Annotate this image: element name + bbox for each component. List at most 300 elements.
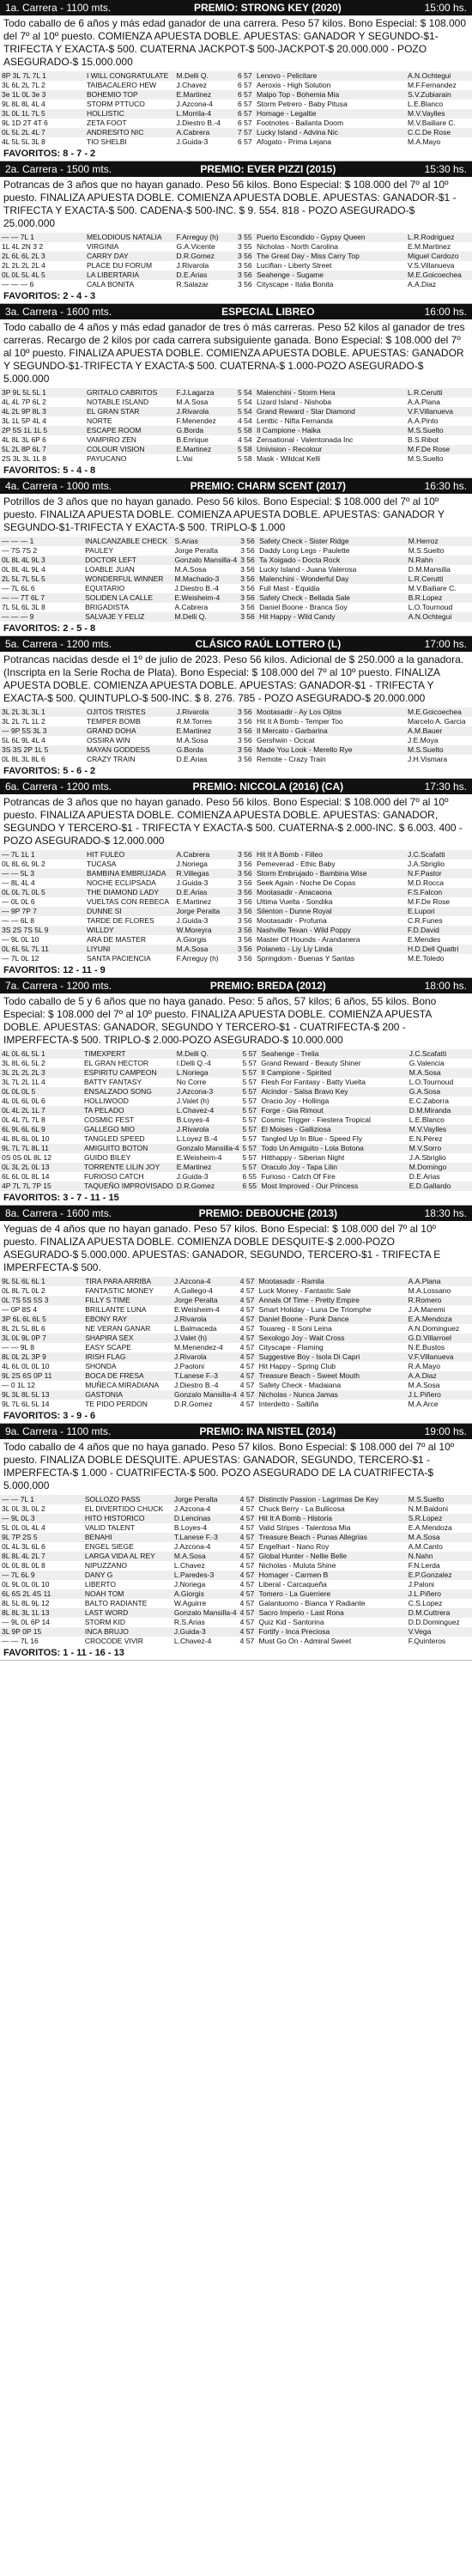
age-weight: 3 56 [239,593,257,603]
trainer: M.V.Sorro [408,1144,472,1153]
jockey: F.Arreguy (h) [176,954,219,963]
pedigree: Smart Holiday - Luna De Triomphe [258,1305,372,1314]
pedigree: Mootasadir - Profuma [257,916,327,925]
age-weight: 3 56 [239,574,257,584]
entry-form: — — — 1 [0,537,83,546]
horse-name: STORM KID [84,1618,125,1626]
age-weight: 4 54 [238,416,252,425]
age-weight: 3 56 [239,612,257,622]
horse-name: ARA DE MASTER [87,935,146,944]
trainer: M.A.Sosa [407,1533,472,1542]
entries-table [0,1049,472,1191]
entry-form: 9L 3L 8L 5L 13 [0,1390,83,1400]
age-weight: 5 57 [240,1125,259,1134]
entry-row [0,137,472,147]
race-conditions: Yeguas de 4 años que no hayan ganado. Peso 57 kilos. Bono Especial: $ 108.000 del 7º al 10º puesto. FINALIZA APUESTA DOBLE. COMIENZA DOBLE DESQUITE-$ 2.000-POZO ASEGURADO-$ 5.000.000. APUESTAS: GANADOR, SEGUNDO, TERCERO-$1 - TRIFECTA E IMPERFECTA-$ 500. [3,1223,441,1273]
age-weight: 3 56 [236,869,255,878]
entry-form: 3L 9P 0P 15 [0,1627,83,1637]
age-weight: 5 57 [240,1049,259,1059]
age-weight: 3 56 [238,261,252,270]
race-header [0,478,472,494]
pedigree: Storm Petrero - Baby Pitusa [257,100,348,108]
horse-name: VAMPIRO ZEN [87,435,136,444]
pedigree: Cityscape - Italia Bonita [257,280,334,289]
trainer: M.Herroz [407,537,472,546]
entry-form: — 7L 6L 6 [2,584,35,592]
jockey: B.Enrique [176,435,209,444]
horse-name: CALA BONITA [87,280,135,289]
age-weight: 5 57 [242,1097,257,1105]
trainer: M.F.De Rose [408,897,451,906]
entry-row [0,90,472,100]
horse-name: ENGEL SIEGE [84,1542,134,1551]
horse-name: AMIGUITO BOTON [82,1144,175,1153]
entry-row [0,1589,472,1599]
age-weight: 4 57 [239,1305,255,1314]
jockey: J.Valet (h) [176,1097,209,1105]
trainer: Marcelo A. Garcia [408,717,466,726]
age-weight: 7 57 [236,128,255,137]
trainer: A.N.Dominguez [408,1324,460,1333]
entry-form: 6L 9L 6L 6L 9 [0,1125,82,1134]
pedigree: Hit Happy - Spring Club [258,1362,336,1370]
entry-row [0,1495,472,1504]
pedigree: Lucky Island - Advina Nic [255,128,406,137]
jockey: J.Guida-3 [176,1172,209,1181]
trainer: J.L.Piñero [407,1390,472,1400]
entry-row [0,435,472,445]
entry-form: 0L 0L 0L 5 [0,1087,82,1097]
entries-table [0,1495,472,1646]
entry-row [0,1608,472,1618]
horse-name: DANY G [83,1571,172,1580]
race-prize: PREMIO: EVER PIZZI (2015) [200,163,336,175]
race-section [0,779,472,978]
race-prize: PREMIO: STRONG KEY (2020) [193,2,342,14]
pedigree: Cityscape - Flaming [258,1343,324,1352]
trainer: M.A.Mayo [408,137,441,146]
entry-form: 0L 6L 5L 7L 11 [0,945,85,954]
horse-name: EASY SCAPE [85,1343,131,1352]
horse-name: BOHEMIO TOP [85,90,175,100]
jockey: J.Diestro B.-4 [173,1381,219,1389]
horse-name: BOCA DE FRESA [83,1371,172,1381]
entry-form: 3P 6L 6L 6L 5 [0,1315,83,1324]
jockey: J.Rivarola [175,708,237,717]
trainer: V.F.Villanueva [407,1352,472,1362]
age-weight: 4 57 [239,1571,257,1580]
trainer: V.S.Villanueva [408,261,455,270]
pedigree: Malpo Top - Bohemia Mia [255,90,406,100]
trainer: C.C.De Rose [406,128,472,137]
jockey: A.Giorgis [172,1589,239,1599]
entry-form: — 7S 7S 2 [2,546,38,555]
jockey: S.Arias [172,537,239,546]
race-conditions: Todo caballo de 4 años y más edad ganador de tres ó más carreras. Peso 52 kilos al ganador de tres carreras. Recargo de 2 kilos por cada carrera subsiguiente ganada. Bono Especial: $ 108.000 del 7º al 10º puesto. FINALIZA APUESTA DOBLE. COMIENZA APUESTA DOBLE. APUESTAS: GANADOR Y SEGUNDO-$1-TRIFECTA Y EXACTA-$ 500. CUATERNA-$ 1.000-POZO ASEGURADO-$ 5.000.000 [3,321,465,385]
trainer: M.S.Suelto [406,426,472,435]
entry-row [0,445,472,454]
entry-row [0,280,472,289]
jockey: Jorge Peralta [175,907,237,916]
age-weight: 6 57 [236,109,255,118]
entry-row [0,1106,472,1115]
pedigree: Valid Stripes - Talentosa Mia [258,1523,351,1532]
age-weight: 6 57 [236,71,255,81]
jockey: J.Rivarola [175,1125,241,1134]
entry-row [0,1571,472,1580]
age-weight: 4 57 [239,1599,255,1607]
jockey: J.Diestro B.-4 [176,118,221,127]
entry-row [0,1580,472,1589]
age-weight: 5 54 [236,388,255,398]
entry-form: 3L 0L 1L 7L 5 [0,109,85,118]
entry-row [0,1599,472,1608]
entry-form: 0L 8L 7L 0L 2 [2,1286,45,1295]
jockey: D.R.Gomez [173,1400,213,1408]
race-conditions: Potrancas de 3 años que no hayan ganado. Peso 56 kilos. Bono Especial: $ 108.000 del 7º al 10º puesto. FINALIZA APUESTA DOBLE. COMIENZA APUESTA DOBLE. APUESTAS: GANADOR-$1 - TRIFECTA Y EXACTA-$ 500. CADENA-$ 500-INC. $ 9. 554. 818 - POZO ASEGURADO-$ 25.000.000 [3,179,457,229]
trainer: M.D.Rocca [408,878,445,887]
pedigree: Touareg - Il Soni Leina [258,1324,332,1333]
age-weight: 5 57 [240,1163,259,1172]
entry-form: 0L 8L 4L 9L 4 [2,565,45,574]
trainer: L.O.Tournoud [408,603,453,611]
entry-form: 0L 4L 7L 7L 8 [2,1115,45,1124]
trainer: M.F.Fernandez [408,81,457,89]
horse-name: ESPIRITU CAMPEON [82,1068,175,1078]
race-section [0,0,472,161]
horse-name: INALCANZABLE CHECK [83,537,172,546]
entry-form: 3L 7L 2L 1L 4 [2,1078,45,1086]
entry-form: — — — 9 [0,612,83,622]
entry-form: — — 7L 1 [0,1495,83,1504]
entry-row [0,1144,472,1153]
race-time: 15:30 hs. [424,163,467,175]
jockey: M.Delli Q. [175,71,237,81]
age-weight: 3 56 [236,907,255,916]
horse-name: VALID TALENT [84,1523,135,1532]
entry-row [0,869,472,878]
entry-row [0,1115,472,1125]
horse-name: VUELTAS CON REBECA [87,897,170,906]
horse-name: LIYUNI [85,945,175,954]
entry-row [0,252,472,261]
pedigree: Zensational - Valentonada Inc [257,435,354,444]
entry-form: — — — 6 [2,280,34,289]
entry-form: — 9L 0L 10 [2,935,39,944]
age-weight: 3 56 [240,584,255,592]
race-header [0,978,472,993]
entry-row [0,1561,472,1571]
race-prize: PREMIO: INA NISTEL (2014) [199,1425,336,1437]
age-weight: 3 56 [238,717,252,726]
pedigree: Master Of Hounds - Arandanera [257,935,360,944]
entry-form: 2L 5L 7L 5L 5 [0,574,83,584]
age-weight: 4 57 [239,1381,255,1389]
jockey: J.Rivarola [176,261,209,270]
trainer: D.M.Miranda [408,1106,472,1115]
trainer: C.R.Funes [408,916,443,925]
entry-form: 2L 6L 6L 2L 3 [0,252,85,261]
jockey: F.Menendez [176,416,216,425]
entry-row [0,1343,472,1352]
trainer: M.A.Sosa [408,1381,440,1389]
jockey: Gonzalo Mansilla-4 [173,1390,237,1399]
horse-name: HITO HISTORICO [83,1514,172,1523]
jockey: J.Azcona-3 [175,1087,241,1097]
pedigree: Nicholas - Nunca Jamas [257,1390,407,1400]
entry-form: 8L 8L 3L 1L 13 [0,1608,83,1618]
age-weight: 3 55 [238,242,252,251]
horse-name: CROCODE VIVIR [84,1637,143,1645]
horse-name: SALVAJE Y FELIZ [83,612,172,622]
entry-row [0,1078,472,1087]
pedigree: Seahenge - Trelia [259,1049,407,1059]
entry-form: 8L 8L 4L 2L 7 [0,1552,83,1561]
pedigree: Lucky Island - Juana Valerosa [259,565,357,574]
race-section [0,478,472,636]
race-header [0,0,472,15]
entry-form: 8L 0L 2L 3P 9 [0,1352,83,1362]
jockey: L.Loyez B.-4 [176,1134,218,1143]
entry-form: 9L 7L 6L 5L 14 [2,1400,50,1408]
pedigree: Pemeverad - Ethic Baby [257,860,336,868]
entry-row [0,1400,472,1409]
pedigree: Mootasadir - Ramila [257,1277,407,1286]
entry-row [0,1153,472,1163]
pedigree: Il Mercato - Garbarina [255,726,406,736]
horse-name: ENSALZADO SONG [82,1087,175,1097]
entry-form: 0L 7S 5S 5S 3 [0,1296,83,1305]
horse-name: ZETA FOOT [87,118,127,127]
entry-form: 8L 5L 8L 9L 12 [2,1599,50,1607]
trainer: L.R.Cerutti [406,388,472,398]
jockey: A.Gallego-4 [173,1286,213,1295]
entry-row [0,916,472,926]
entry-form: 4L 8L 3L 6P 6 [2,435,46,444]
trainer: G.D.Villarroel [407,1334,472,1343]
jockey: R.Villegas [175,869,237,878]
trainer: G.A.Sosa [408,1087,472,1097]
pedigree: Grand Reward - Star Diamond [255,407,406,416]
horse-name: ANDRESITO NIC [85,128,175,137]
horse-name: DOCTOR LEFT [83,556,172,565]
entry-row [0,1059,472,1068]
horse-name: ESCAPE ROOM [85,426,175,435]
trainer: J.E.Moya [408,736,439,744]
pedigree: Lenttic - Nifta Fernanda [257,416,333,425]
trainer: M.A.Sosa [408,1068,472,1078]
race-title: 9a. Carrera - 1100 mts. [5,1425,112,1437]
age-weight: 5 57 [242,1078,257,1086]
race-title: 5a. Carrera - 1200 mts. [5,638,112,650]
entry-form: 9L 8L 8L 4L 4 [2,100,45,108]
trainer: A.A.Pinto [408,416,439,425]
entry-form: — 0 1L 12 [2,1381,35,1389]
entry-form: 2S 3L 3L 1L 8 [2,454,46,463]
race-prize: CLÁSICO RAÚL LOTTERO (L) [195,638,342,650]
pedigree: Afogato - Prima Lejana [257,137,331,146]
age-weight: 3 56 [236,708,255,717]
pedigree: Liberal - Carcaqueña [258,1580,327,1589]
trainer: D.E.Arias [408,1172,440,1181]
age-weight: 3 56 [236,726,255,736]
entry-form: 4L 4L 7P 6L 2 [2,398,46,406]
horse-name: TAIBACALERO HEW [87,81,157,89]
jockey: D.Lencinas [172,1514,239,1523]
horse-name: GASTONIA [83,1390,172,1400]
entry-row [0,1172,472,1182]
age-weight: 5 54 [236,407,255,416]
horse-name: EBONY RAY [83,1315,172,1324]
entry-form: — 7L 0L 12 [2,954,39,963]
horse-name: BRILLANTE LUNA [85,1305,147,1314]
pedigree: Hit It A Bomb - Historia [257,1514,407,1523]
race-title: 2a. Carrera - 1500 mts. [5,163,112,175]
jockey: R.M.Torres [176,717,213,726]
horse-name: TE PIDO PERDON [85,1400,148,1408]
entry-row [0,1523,472,1533]
horse-name: BENAHI [83,1533,172,1542]
jockey: M.Menendez-4 [173,1343,223,1352]
jockey: L.Balmaceda [173,1324,217,1333]
race-header [0,779,472,794]
entry-row [0,593,472,603]
pedigree: Hit It A Bomb - Temper Too [257,717,343,726]
pedigree: Interdetto - Saltiña [258,1400,319,1408]
entry-form: 5L 6L 9L 4L 4 [2,736,45,744]
horse-name: DUNNE SI [85,907,175,916]
entry-row [0,388,472,398]
entry-form: 0L 8L 3L 8L 6 [2,755,45,763]
pedigree: Cosmic Trigger - Fiestera Tropical [261,1115,371,1124]
trainer: A.M.Bauer [406,726,472,736]
age-weight: 3 56 [236,252,255,261]
entry-form: 3L 2L 3L 3L 1 [0,708,85,717]
entry-form: — 7L 6L 9 [0,1571,83,1580]
entry-form: 0L 3L 2L 0L 13 [0,1163,82,1172]
jockey: D.E.Arias [175,888,237,897]
entry-row [0,1305,472,1315]
trainer: M.S.Suelto [408,546,445,555]
entry-form: 0L 9L 0L 0L 10 [2,1580,50,1589]
entry-form: 8P 3L 7L 7L 1 [0,71,85,81]
race-section [0,978,472,1206]
pedigree: Safety Check - Bellada Sale [257,593,407,603]
entry-row [0,233,472,242]
trainer: E.M.Martinez [408,242,451,251]
entries-table [0,388,472,464]
age-weight: 5 57 [240,1144,259,1153]
age-weight: 4 57 [239,1362,255,1370]
horse-name: PLACE DU FORUM [87,261,153,270]
pedigree: Flesh For Fantasy - Batty Vuelta [261,1078,366,1086]
horse-name: INCA BRUJO [83,1627,172,1637]
entry-form: — — 5L 3 [0,869,85,878]
horse-name: FANTASTIC MONEY [85,1286,154,1295]
pedigree: Seahenge - Sugame [255,270,406,280]
pedigree: Aeroxis - High Solution [257,81,331,89]
age-weight: 3 56 [238,736,252,744]
entry-row [0,935,472,945]
horse-name: MAYAN GODDESS [85,745,175,755]
age-weight: 6 57 [238,100,252,108]
jockey: T.Lanese F.-3 [172,1371,239,1381]
age-weight: 4 57 [239,1618,255,1626]
jockey: E.Martinez [175,726,237,736]
race-header [0,161,472,177]
entry-form: 2P 5S 1L 1L 5 [0,426,85,435]
age-weight: 6 57 [238,137,252,146]
pedigree: Safety Check - Sister Ridge [257,537,407,546]
race-prize: ESPECIAL LIBREO [221,306,315,318]
entry-row [0,603,472,612]
trainer: C.S.Lopez [408,1599,443,1607]
entry-form: 0L 8L 6L 9L 2 [2,860,45,868]
jockey: L.Noriega [175,1068,241,1078]
trainer: E.Lupori [406,907,472,916]
horse-name: LOABLE JUAN [85,565,135,574]
entries-table [0,233,472,289]
pedigree: Sacro Imperio - Last Rona [257,1608,407,1618]
trainer: R.A.Mayo [408,1362,440,1370]
age-weight: 4 57 [239,1315,257,1324]
horse-name: OSSIRA WIN [87,736,130,744]
pedigree: Tomero - La Guerriere [257,1589,407,1599]
jockey: A.Cabrera [175,128,237,137]
entry-form: 0L 4L 3L 6L 6 [2,1542,45,1551]
horse-name: IRISH FLAG [83,1352,172,1362]
entry-form: 3S 3S 2P 1L 5 [0,745,85,755]
jockey: J.Rivarola [172,1352,239,1362]
trainer: D.M.Mansilla [408,565,451,574]
jockey: A.Cabrera [174,603,209,611]
age-weight: 4 57 [239,1390,257,1400]
entries-table [0,71,472,147]
pedigree: El Moises - Galliziosa [259,1125,407,1134]
entry-form: 9L 7P 2S 5 [0,1533,83,1542]
age-weight: 3 56 [236,270,255,280]
horse-name: EL DIVERTIDO CHUCK [84,1504,164,1513]
entry-form: — 9P 5S 3L 3 [0,726,85,736]
race-prize: PREMIO: DEBOUCHE (2013) [198,1207,338,1219]
horse-name: COLOUR VISION [85,445,175,454]
entry-form: 6L 6L 0L 8L 14 [2,1172,50,1181]
pedigree: Chuck Berry - La Bullicosa [258,1504,345,1513]
jockey: D.E.Arias [175,270,237,280]
jockey: W.Aguirre [173,1599,207,1607]
jockey: J.Guida-3 [176,137,209,146]
horse-name: NORTE [87,416,112,425]
trainer: B.S.Ribot [408,435,439,444]
race-time: 15:00 hs. [424,2,467,14]
entry-row [0,1134,472,1144]
entry-row [0,407,472,416]
entry-form: 3L 6L 2L 7L 2 [2,81,45,89]
entry-form: 4L 2L 9P 8L 3 [0,407,85,416]
entry-row [0,1371,472,1381]
age-weight: 3 56 [236,850,255,860]
age-weight: 5 58 [238,454,252,463]
horse-name: HOLLISTIC [85,109,175,118]
jockey: G.A.Vicente [176,242,215,251]
age-weight: 3 56 [238,860,252,868]
entry-row [0,426,472,435]
age-weight: 5 58 [236,445,255,454]
trainer: J.H.Vismara [408,755,448,763]
entry-form: 3L 2L 7L 1L 2 [2,717,45,726]
jockey: E.Weisheim-4 [176,1153,222,1162]
age-weight: 4 57 [239,1580,255,1589]
